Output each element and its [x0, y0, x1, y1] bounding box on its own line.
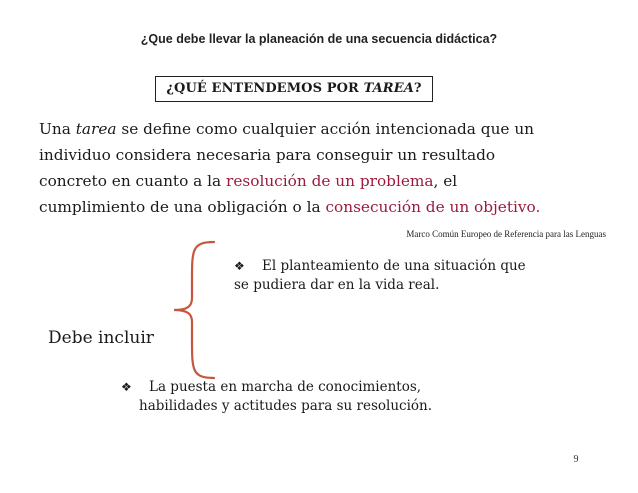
definition-paragraph: [39, 116, 619, 220]
definition-term: tarea: [75, 120, 117, 138]
definition-text: cumplimiento de una obligación o la: [39, 198, 326, 216]
heading-suffix: ?: [413, 81, 422, 96]
definition-text: concreto en cuanto a la: [39, 172, 227, 190]
heading-prefix: ¿QUÉ ENTENDEMOS POR: [166, 81, 364, 96]
slide-title: ¿Que debe llevar la planeación de una secuencia didáctica?: [140, 32, 498, 46]
bullet-text: El planteamiento de una situación que: [262, 258, 526, 274]
highlight-objective: consecución de un objetivo.: [325, 198, 541, 216]
source-citation: Marco Común Europeo de Referencia para las Lenguas: [406, 229, 606, 239]
definition-text: , el: [433, 172, 458, 190]
boxed-heading: [155, 76, 433, 102]
curly-brace-icon: [170, 240, 220, 380]
definition-text: Una: [39, 120, 76, 138]
definition-line-2: individuo considera necesaria para conseguir un resultado: [39, 146, 496, 164]
include-label: Debe incluir: [48, 328, 154, 348]
page-number: 9: [573, 454, 579, 465]
heading-emphasis: TAREA: [363, 81, 414, 96]
bullet-text: habilidades y actitudes para su resolución.: [139, 398, 433, 414]
bullet-text: se pudiera dar en la vida real.: [234, 277, 440, 293]
bullet-item: [234, 257, 526, 295]
definition-line-3: [39, 168, 619, 194]
bullet-item: [121, 378, 432, 416]
diamond-bullet-icon: ❖: [121, 380, 132, 394]
bullet-text: La puesta en marcha de conocimientos,: [149, 379, 422, 395]
definition-text: se define como cualquier acción intencionada que un: [116, 120, 535, 138]
definition-line-4: [39, 194, 619, 220]
diamond-bullet-icon: ❖: [234, 259, 245, 273]
definition-line-1: [39, 116, 619, 142]
highlight-problem: resolución de un problema: [226, 172, 434, 190]
